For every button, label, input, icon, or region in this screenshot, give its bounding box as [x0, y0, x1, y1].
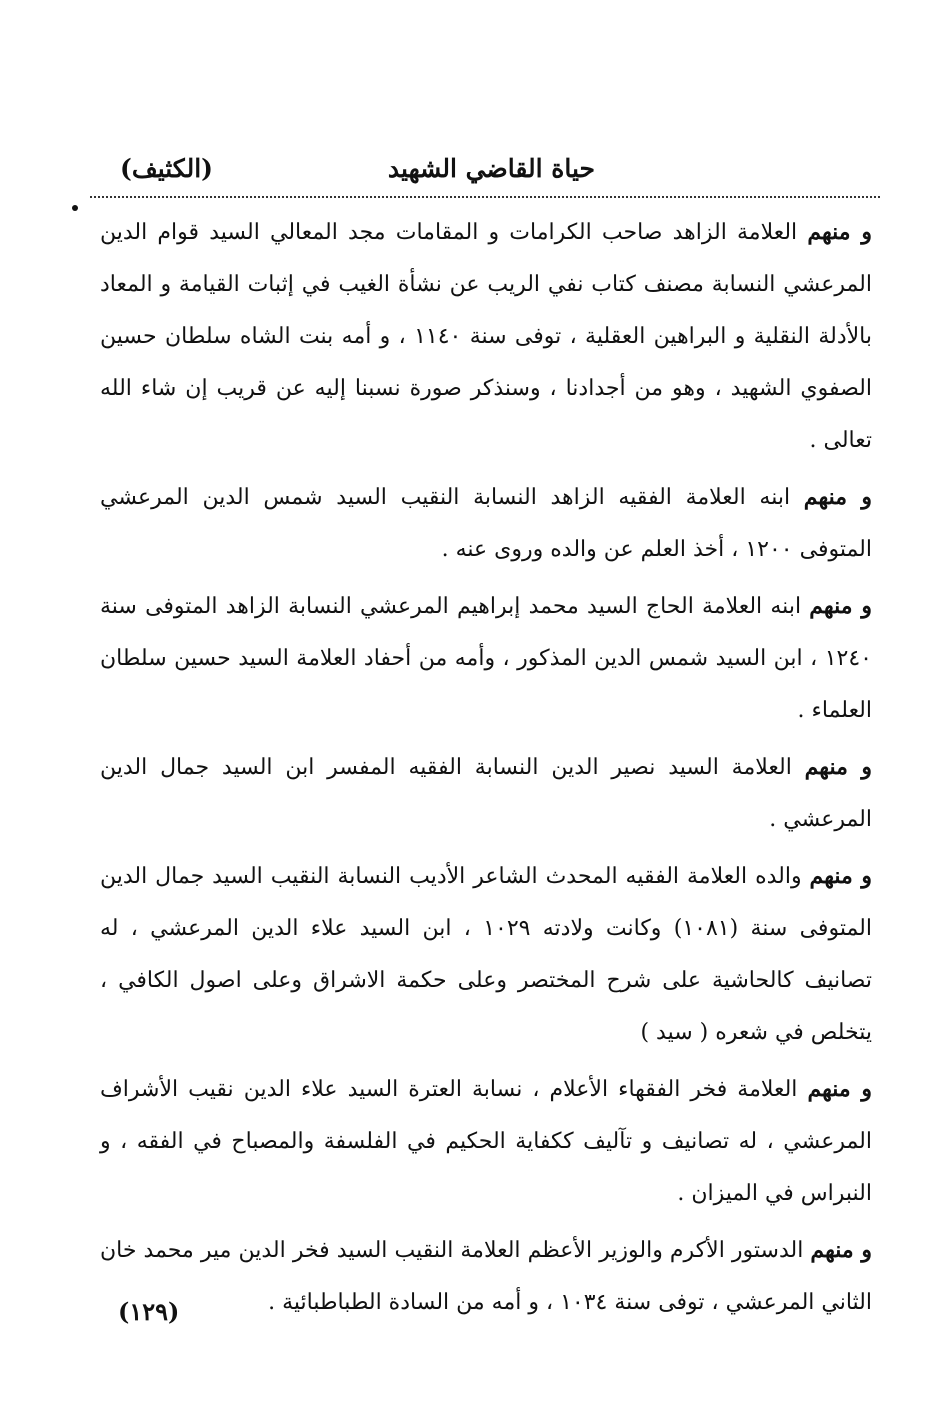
- entry-lead: و منهم: [807, 219, 872, 245]
- page-number: (١٢٩): [118, 1297, 180, 1326]
- entry: [100, 741, 872, 846]
- entry: [100, 471, 872, 576]
- entry-lead: و منهم: [809, 593, 872, 619]
- entry-text: والده العلامة الفقيه المحدث الشاعر الأديب النسابة النقيب السيد جمال الدين المتوفى سنة (١٠٨١) وكانت ولادته ١٠٢٩ ، ابن السيد علاء الدين المرعشي ، له تصانيف كالحاشية على شرح المختصر وعلى حكمة الاشراق وعلى اصول الكافي ، يتخلص في شعره ( سيد ): [100, 864, 872, 1045]
- running-header-title: حياة القاضي الشهيد: [387, 154, 595, 183]
- entry: [100, 1224, 872, 1329]
- entry-lead: و منهم: [803, 484, 872, 510]
- entry-text: ابنه العلامة الفقيه الزاهد النسابة النقيب السيد شمس الدين المرعشي المتوفى ١٢٠٠ ، أخذ العلم عن والده وروى عنه .: [100, 485, 872, 562]
- entry-text: العلامة فخر الفقهاء الأعلام ، نسابة العترة السيد علاء الدين نقيب الأشراف المرعشي ، له تصانيف و تآليف ككفاية الحكيم في الفلسفة والمصباح في الفقه ، و النبراس في الميزان .: [100, 1077, 872, 1206]
- header-dotted-rule: [90, 196, 880, 198]
- running-header-marker: (الكثيف): [120, 154, 213, 183]
- entry: [100, 580, 872, 737]
- entry: [100, 1063, 872, 1220]
- entry-text: الدستور الأكرم والوزير الأعظم العلامة النقيب السيد فخر الدين مير محمد خان الثاني المرعشي ، توفى سنة ١٠٣٤ ، و أمه من السادة الطباطبائية .: [100, 1238, 872, 1315]
- entry-lead: و منهم: [804, 754, 872, 780]
- entry-text: ابنه العلامة الحاج السيد محمد إبراهيم المرعشي النسابة الزاهد المتوفى سنة ١٢٤٠ ، ابن السيد شمس الدين المذكور ، وأمه من أحفاد العلامة السيد حسين سلطان العلماء .: [100, 594, 872, 723]
- page-body: [100, 206, 872, 1333]
- entry: [100, 206, 872, 467]
- entry-lead: و منهم: [809, 863, 872, 889]
- ink-dot: [72, 205, 78, 211]
- entry-lead: و منهم: [807, 1076, 872, 1102]
- entry-lead: و منهم: [810, 1237, 872, 1263]
- entry: [100, 850, 872, 1059]
- entry-text: العلامة السيد نصير الدين النسابة الفقيه المفسر ابن السيد جمال الدين المرعشي .: [100, 755, 872, 832]
- entry-text: العلامة الزاهد صاحب الكرامات و المقامات مجد المعالي السيد قوام الدين المرعشي النسابة مصنف كتاب نفي الريب عن نشأة الغيب في إثبات القيامة و المعاد بالأدلة النقلية و البراهين العقلية ، توفى سنة ١١٤٠ ، و أمه بنت الشاه سلطان حسين الصفوي الشهيد ، وهو من أجدادنا ، وسنذكر صورة نسبنا إليه عن قريب إن شاء الله تعالى .: [100, 220, 872, 453]
- running-header: [95, 150, 895, 194]
